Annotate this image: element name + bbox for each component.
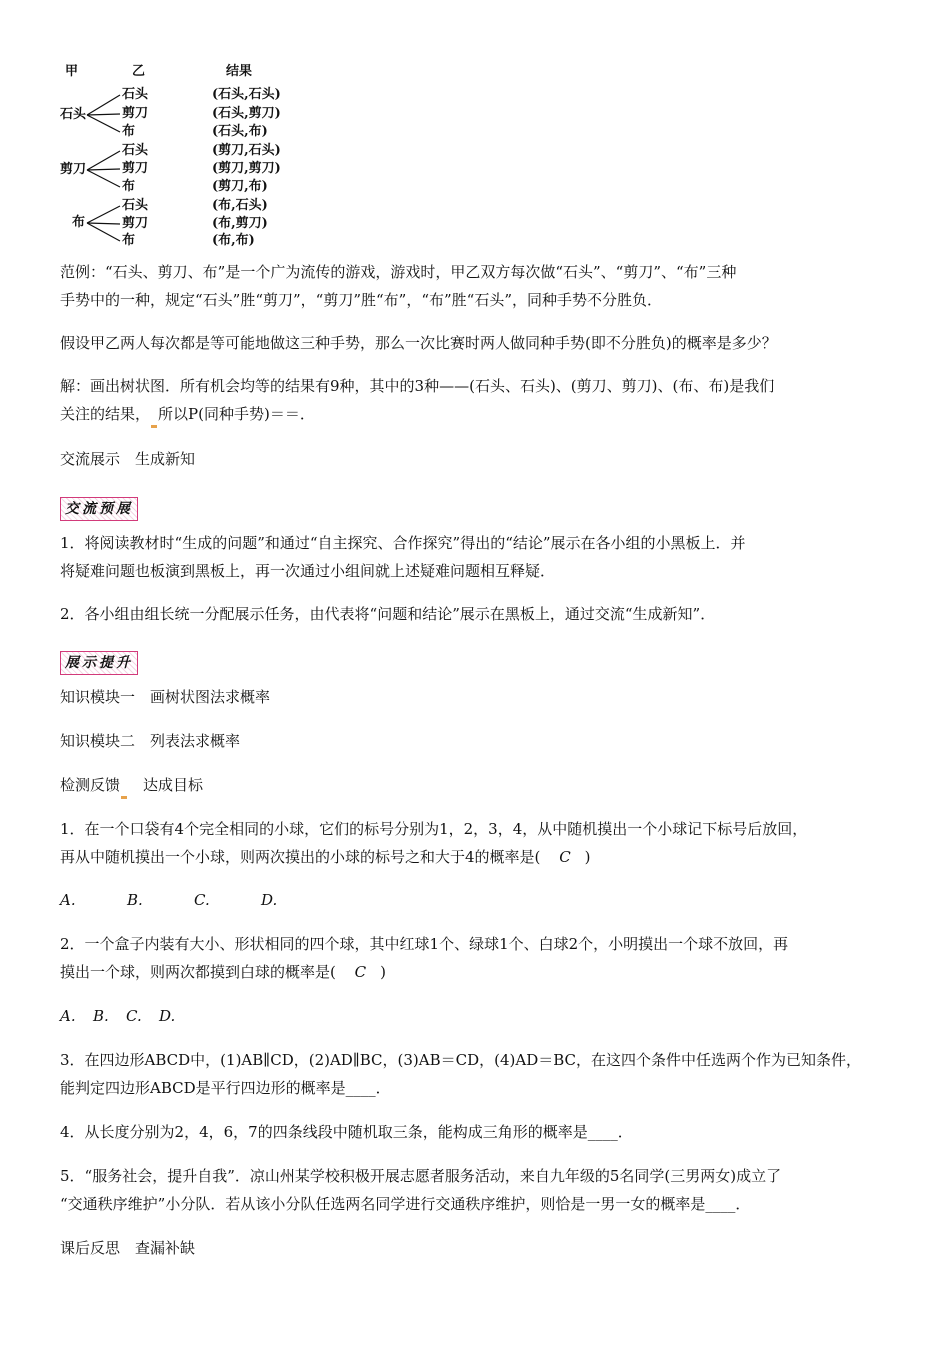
section-exchange-heading: 交流展示 生成新知 [60, 450, 196, 468]
question-1-answer: C [559, 848, 571, 866]
tree-child: 布 [122, 233, 136, 248]
tree-root: 石头 [60, 107, 87, 122]
question-2-options [60, 1002, 890, 1030]
tree-child: 石头 [122, 143, 149, 158]
knowledge-module-1: 知识模块一 画树状图法求概率 [60, 688, 271, 706]
question-2-close: ) [380, 963, 386, 981]
tree-result: (剪刀,石头) [212, 143, 281, 158]
question-4: 4．从长度分别为2，4，6，7的四条线段中随机取三条，能构成三角形的概率是____． [60, 1123, 633, 1141]
tree-child: 剪刀 [122, 216, 149, 231]
solution-line-1: 解：画出树状图．所有机会均等的结果有9种，其中的3种——(石头、石头)、(剪刀、剪刀)、(布、布)是我们 [60, 377, 775, 395]
question-3-line-1: 3．在四边形ABCD中，(1)AB∥CD，(2)AD∥BC，(3)AB＝CD，(4)AD＝BC，在这四个条件中任选两个作为已知条件， [60, 1051, 862, 1069]
question-5-line-2: “交通秩序维护”小分队．若从该小分队任选两名同学进行交通秩序维护，则恰是一男一女的概率是____． [60, 1195, 751, 1213]
solution-text-a: 关注的结果， [60, 405, 151, 423]
tree-child: 布 [122, 179, 136, 194]
reflection-heading: 课后反思 查漏补缺 [60, 1239, 196, 1257]
tree-result: (布,布) [212, 233, 255, 248]
feedback-text-b: 达成目标 [128, 776, 204, 794]
tree-root: 剪刀 [60, 162, 87, 177]
tree-child: 剪刀 [122, 106, 149, 121]
option-c: C. [194, 891, 210, 909]
highlight-mark [151, 425, 157, 428]
example-question: 假设甲乙两人每次都是等可能地做这三种手势，那么一次比赛时两人做同种手势(即不分胜负)的概率是多少？ [60, 334, 777, 352]
example-line-1: 范例：“石头、剪刀、布”是一个广为流传的游戏，游戏时，甲乙双方每次做“石头”、“剪刀”、“布”三种 [60, 263, 737, 281]
option-b: B. [93, 1007, 109, 1025]
highlight-mark [121, 796, 127, 799]
knowledge-module-2: 知识模块二 列表法求概率 [60, 732, 241, 750]
tree-result: (布,石头) [212, 198, 268, 213]
tree-result: (剪刀,布) [212, 179, 268, 194]
tree-result: (石头,石头) [212, 87, 281, 102]
option-a: A. [60, 891, 76, 909]
option-d: D. [159, 1007, 176, 1025]
tree-child: 石头 [122, 198, 149, 213]
question-1-line-2 [60, 843, 890, 871]
question-2-line-2 [60, 958, 890, 986]
badge-preview: 交流预展 [60, 497, 138, 521]
option-c: C. [126, 1007, 142, 1025]
tree-header-result: 结果 [226, 64, 253, 79]
question-1-text: 再从中随机摸出一个小球，则两次摸出的小球的标号之和大于4的概率是( [60, 848, 541, 866]
question-2-text: 摸出一个球，则两次都摸到白球的概率是( [60, 963, 336, 981]
tree-header-yi: 乙 [132, 64, 146, 79]
question-1-line-1: 1．在一个口袋有4个完全相同的小球，它们的标号分别为1，2，3，4，从中随机摸出一个小球记下标号后放回， [60, 820, 808, 838]
preview-item-1-line-1: 1．将阅读教材时“生成的问题”和通过“自主探究、合作探究”得出的“结论”展示在各小组的小黑板上．并 [60, 534, 746, 552]
option-d: D. [261, 891, 278, 909]
tree-result: (剪刀,剪刀) [212, 161, 281, 176]
example-line-2: 手势中的一种，规定“石头”胜“剪刀”，“剪刀”胜“布”，“布”胜“石头”，同种手势不分胜负． [60, 291, 663, 309]
question-5-line-1: 5．“服务社会，提升自我”．凉山州某学校积极开展志愿者服务活动，来自九年级的5名同学(三男两女)成立了 [60, 1167, 782, 1185]
question-2-answer: C [354, 963, 367, 981]
tree-child: 布 [122, 124, 136, 139]
solution-text-b: 所以P(同种手势)＝＝． [158, 405, 315, 423]
preview-item-1-line-2: 将疑难问题也板演到黑板上，再一次通过小组间就上述疑难问题相互释疑． [60, 562, 556, 580]
tree-root: 布 [72, 215, 86, 230]
preview-item-2: 2．各小组由组长统一分配展示任务，由代表将“问题和结论”展示在黑板上，通过交流“生成新知”． [60, 605, 716, 623]
tree-child: 石头 [122, 87, 149, 102]
feedback-text-a: 检测反馈 [60, 776, 121, 794]
question-1-close: ) [584, 848, 591, 866]
option-a: A. [60, 1007, 76, 1025]
badge-improve: 展示提升 [60, 651, 138, 675]
tree-result: (石头,布) [212, 124, 268, 139]
question-3-line-2: 能判定四边形ABCD是平行四边形的概率是____． [60, 1079, 391, 1097]
tree-result: (布,剪刀) [212, 216, 268, 231]
tree-result: (石头,剪刀) [212, 106, 281, 121]
tree-child: 剪刀 [122, 161, 149, 176]
tree-header-jia: 甲 [65, 64, 79, 79]
question-2-line-1: 2．一个盒子内装有大小、形状相同的四个球，其中红球1个、绿球1个、白球2个，小明摸出一个球不放回，再 [60, 935, 789, 953]
solution-line-2 [60, 400, 890, 428]
tree-diagram [60, 60, 300, 250]
question-1-options [60, 886, 890, 914]
feedback-heading [60, 771, 890, 799]
option-b: B. [127, 891, 143, 909]
